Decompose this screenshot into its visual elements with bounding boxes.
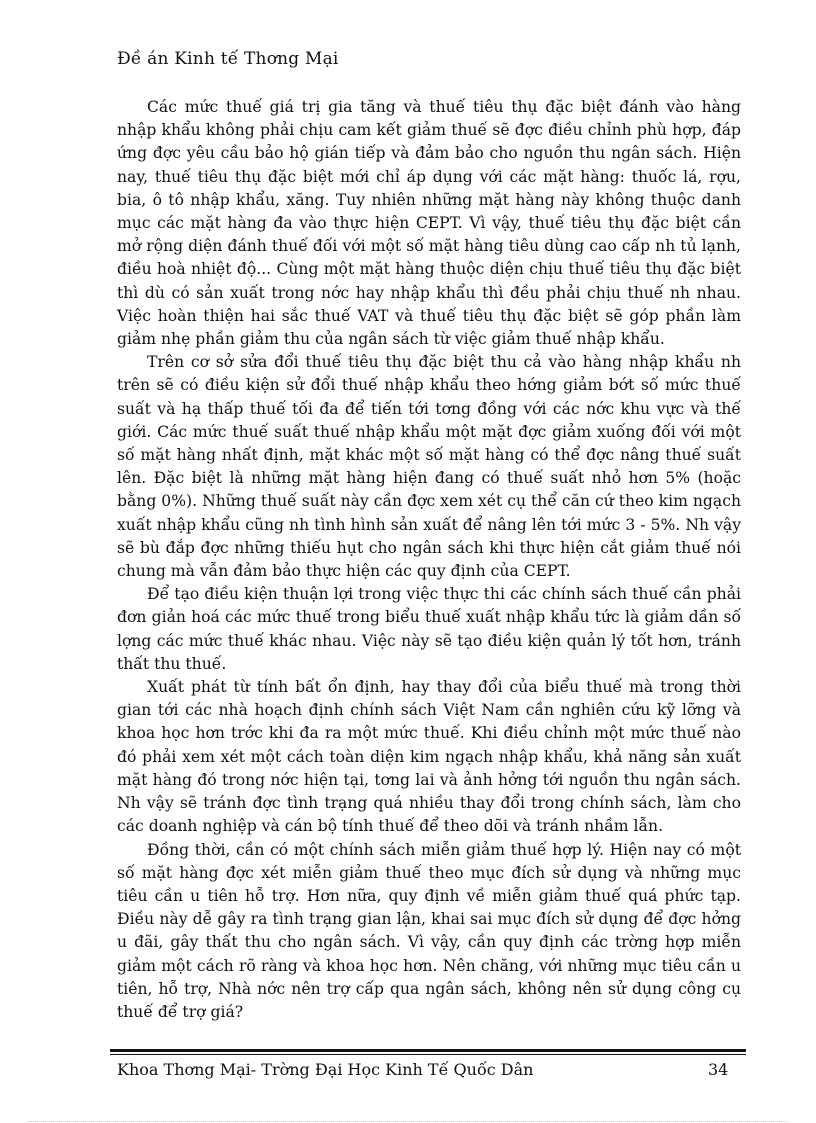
page-number: 34 xyxy=(708,1060,729,1079)
body-text xyxy=(117,96,741,1024)
paragraph: Xuất phát từ tính bất ổn định, hay thay đổi của biểu thuế mà trong thời gian tới các nhà hoạch định chính sách Việt Nam cần nghiên cứu kỹ lỡng và khoa học hơn trớc khi đa ra một mức thuế. Khi điều chỉnh một mức thuế nào đó phải xem xét một cách toàn diện kim ngạch nhập khẩu, khả năng sản xuất mặt hàng đó trong nớc hiện tại, tơng lai và ảnh hởng tới nguồn thu ngân sách. Nh vậy sẽ tránh đợc tình trạng quá nhiều thay đổi trong chính sách, làm cho các doanh nghiệp và cán bộ tính thuế để theo dõi và tránh nhầm lẫn. xyxy=(117,678,741,836)
footer-rule-thin xyxy=(110,1054,746,1055)
footer-rule-thick xyxy=(110,1049,746,1052)
paragraph: Trên cơ sở sửa đổi thuế tiêu thụ đặc biệt thu cả vào hàng nhập khẩu nh trên sẽ có điều kiện sử đổi thuế nhập khẩu theo hớng giảm bớt số mức thuế suất và hạ thấp thuế tối đa để tiến tới tơng đồng với các nớc khu vực và thế giới. Các mức thuế suất thuế nhập khẩu một mặt đợc giảm xuống đối với một số mặt hàng nhất định, mặt khác một số mặt hàng có thể đợc nâng thuế suất lên. Đặc biệt là những mặt hàng hiện đang có thuế suất nhỏ hơn 5% (hoặc bằng 0%). Những thuế suất này cần đợc xem xét cụ thể căn cứ theo kim ngạch xuất nhập khẩu cũng nh tình hình sản xuất để nâng lên tới mức 3 - 5%. Nh vậy sẽ bù đắp đợc những thiếu hụt cho ngân sách khi thực hiện cắt giảm thuế nói chung mà vẫn đảm bảo thực hiện các quy định của CEPT. xyxy=(117,353,741,581)
page-header: Đề án Kinh tế Thơng Mại xyxy=(117,49,339,69)
paragraph: Để tạo điều kiện thuận lợi trong việc thực thi các chính sách thuế cần phải đơn giản hoá các mức thuế trong biểu thuế xuất nhập khẩu tức là giảm dần số lợng các mức thuế khác nhau. Việc này sẽ tạo điều kiện quản lý tốt hơn, tránh thất thu thuế. xyxy=(117,585,741,673)
paragraph: Các mức thuế giá trị gia tăng và thuế tiêu thụ đặc biệt đánh vào hàng nhập khẩu không phải chịu cam kết giảm thuế sẽ đợc điều chỉnh phù hợp, đáp ứng đợc yêu cầu bảo hộ gián tiếp và đảm bảo cho nguồn thu ngân sách. Hiện nay, thuế tiêu thụ đặc biệt mới chỉ áp dụng với các mặt hàng: thuốc lá, rợu, bia, ô tô nhập khẩu, xăng. Tuy nhiên những mặt hàng này không thuộc danh mục các mặt hàng đa vào thực hiện CEPT. Vì vậy, thuế tiêu thụ đặc biệt cần mở rộng diện đánh thuế đối với một số mặt hàng tiêu dùng cao cấp nh tủ lạnh, điều hoà nhiệt độ... Cùng một mặt hàng thuộc diện chịu thuế tiêu thụ đặc biệt thì dù có sản xuất trong nớc hay nhập khẩu thì đều phải chịu thuế nh nhau. Việc hoàn thiện hai sắc thuế VAT và thuế tiêu thụ đặc biệt sẽ góp phần làm giảm nhẹ phần giảm thu của ngân sách từ việc giảm thuế nhập khẩu. xyxy=(117,98,741,349)
page-bottom-border xyxy=(28,1121,788,1122)
footer-institution: Khoa Thơng Mại- Trờng Đại Học Kinh Tế Quốc Dân xyxy=(117,1060,534,1079)
paragraph: Đồng thời, cần có một chính sách miễn giảm thuế hợp lý. Hiện nay có một số mặt hàng đợc xét miễn giảm thuế theo mục đích sử dụng và những mục tiêu cần u tiên hỗ trợ. Hơn nữa, quy định về miễn giảm thuế quá phức tạp. Điều này dễ gây ra tình trạng gian lận, khai sai mục đích sử dụng để đợc hởng u đãi, gây thất thu cho ngân sách. Vì vậy, cần quy định các trờng hợp miễn giảm một cách rõ ràng và khoa học hơn. Nên chăng, với những mục tiêu cần u tiên, hỗ trợ, Nhà nớc nên trợ cấp qua ngân sách, không nên sử dụng công cụ thuế để trợ giá? xyxy=(117,840,741,1021)
